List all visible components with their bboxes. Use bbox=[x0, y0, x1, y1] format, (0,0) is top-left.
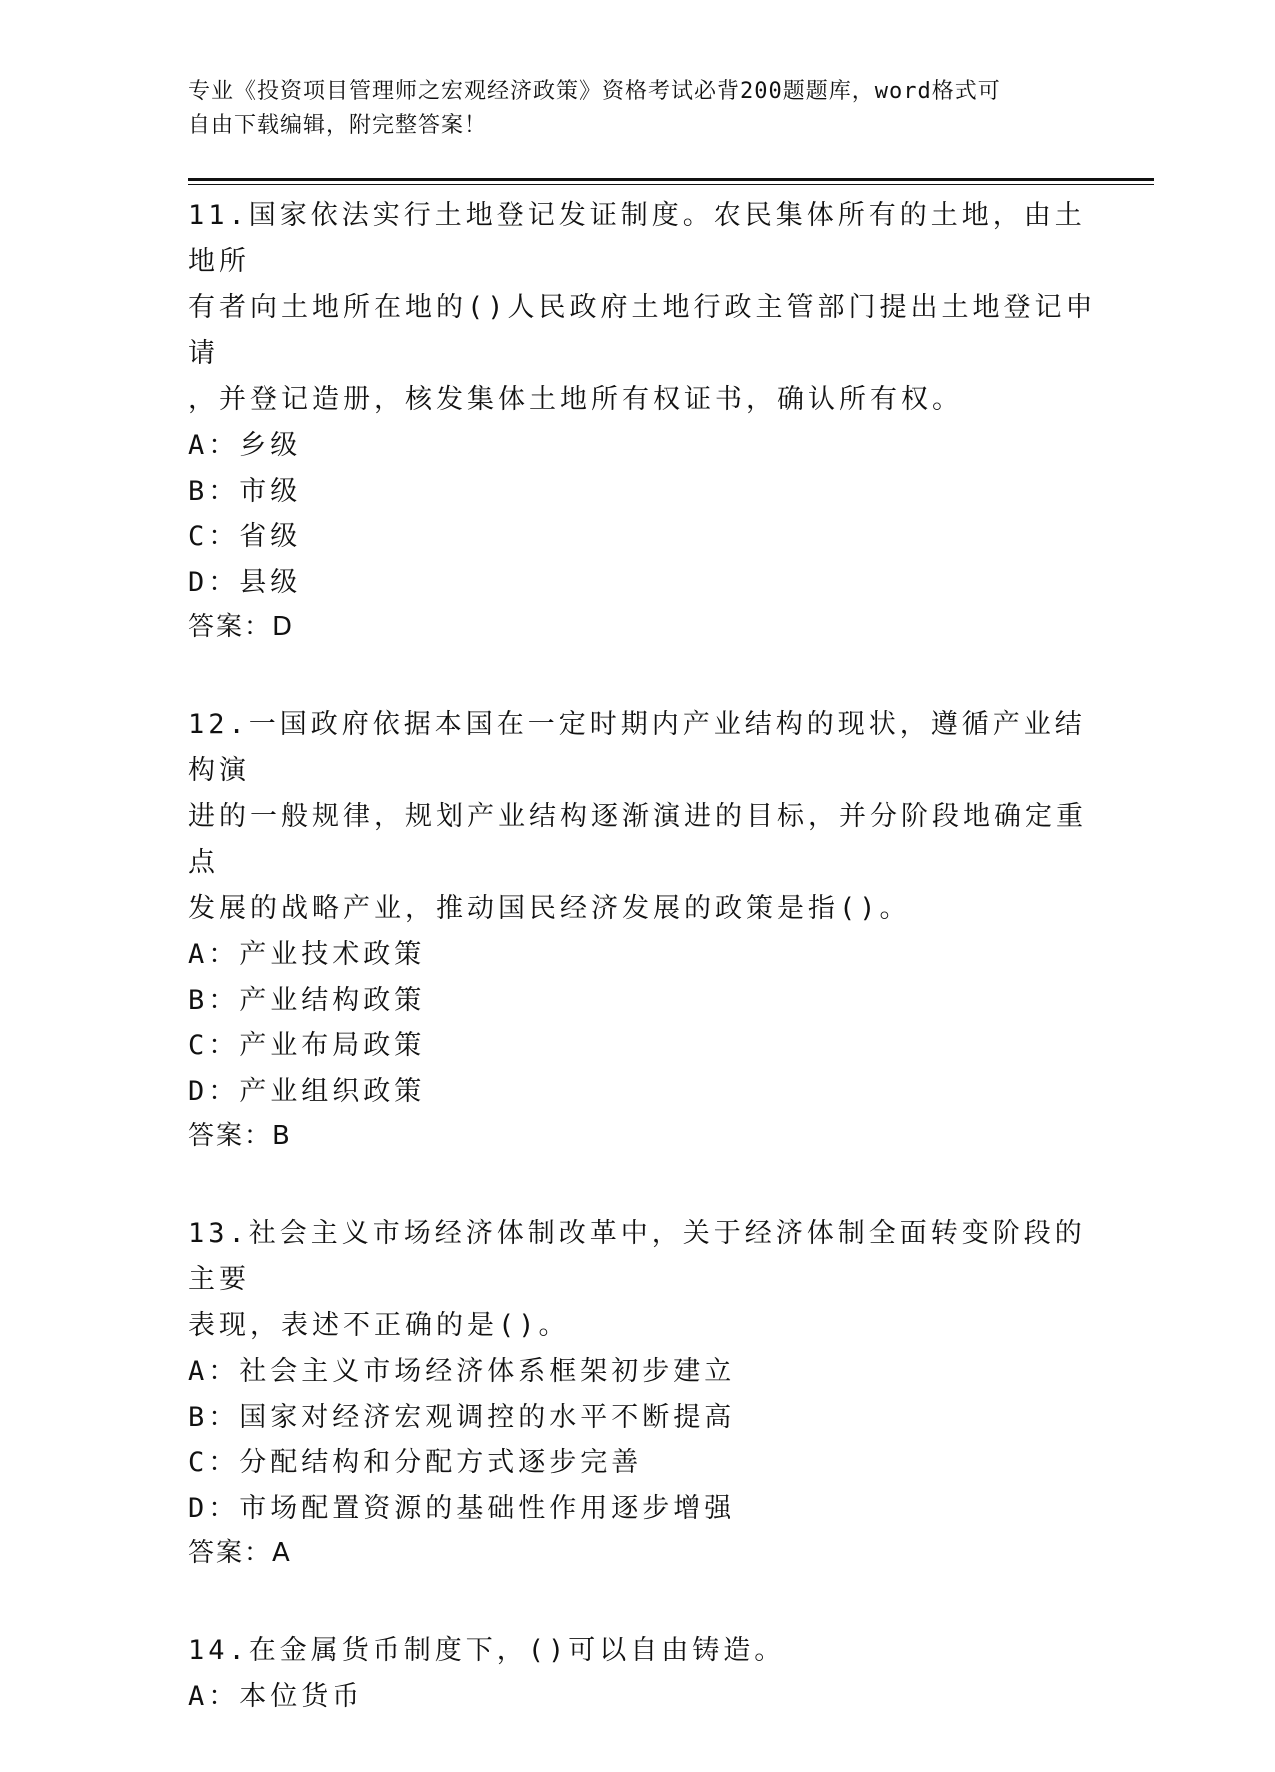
option-c: C：产业布局政策 bbox=[188, 1030, 426, 1061]
header-divider-thin bbox=[188, 184, 1154, 185]
question-12 bbox=[188, 702, 1108, 1159]
option-d: D：县级 bbox=[188, 566, 302, 598]
option-d: D：产业组织政策 bbox=[188, 1075, 426, 1107]
stem-line: ，并登记造册，核发集体土地所有权证书，确认所有权。 bbox=[188, 384, 963, 415]
stem-line: 表现，表述不正确的是()。 bbox=[188, 1310, 570, 1341]
document-header bbox=[188, 75, 1088, 143]
stem-line: 有者向土地所在地的()人民政府土地行政主管部门提出土地登记申请 bbox=[188, 292, 1097, 369]
header-divider-thick bbox=[188, 178, 1154, 181]
question-list bbox=[188, 193, 1108, 1772]
option-a: A：乡级 bbox=[188, 430, 302, 461]
option-a: A：本位货币 bbox=[188, 1681, 364, 1712]
option-a: A：社会主义市场经济体系框架初步建立 bbox=[188, 1356, 736, 1387]
question-stem bbox=[188, 702, 1108, 932]
option-c: C：省级 bbox=[188, 521, 302, 552]
question-13 bbox=[188, 1211, 1108, 1576]
question-11 bbox=[188, 193, 1108, 650]
stem-line: 发展的战略产业，推动国民经济发展的政策是指()。 bbox=[188, 893, 911, 924]
stem-line: 13.社会主义市场经济体制改革中，关于经济体制全面转变阶段的主要 bbox=[188, 1218, 1086, 1295]
question-stem bbox=[188, 1211, 1108, 1349]
question-stem bbox=[188, 1628, 1108, 1674]
header-line-1: 专业《投资项目管理师之宏观经济政策》资格考试必背200题题库，word格式可 bbox=[188, 79, 1001, 104]
question-14 bbox=[188, 1628, 1108, 1720]
answer-line: 答案：B bbox=[188, 1121, 292, 1151]
option-b: B：市级 bbox=[188, 475, 302, 507]
question-stem bbox=[188, 193, 1108, 423]
option-b: B：国家对经济宏观调控的水平不断提高 bbox=[188, 1401, 736, 1433]
header-line-2: 自由下载编辑，附完整答案！ bbox=[188, 113, 488, 138]
option-a: A：产业技术政策 bbox=[188, 939, 426, 970]
stem-line: 12.一国政府依据本国在一定时期内产业结构的现状，遵循产业结构演 bbox=[188, 709, 1086, 786]
stem-line: 11.国家依法实行土地登记发证制度。农民集体所有的土地，由土地所 bbox=[188, 200, 1086, 277]
answer-line: 答案：D bbox=[188, 612, 295, 642]
option-c: C：分配结构和分配方式逐步完善 bbox=[188, 1447, 643, 1478]
stem-line: 14.在金属货币制度下，()可以自由铸造。 bbox=[188, 1635, 786, 1666]
answer-line: 答案：A bbox=[188, 1538, 292, 1568]
option-b: B：产业结构政策 bbox=[188, 984, 426, 1016]
option-d: D：市场配置资源的基础性作用逐步增强 bbox=[188, 1492, 736, 1524]
stem-line: 进的一般规律，规划产业结构逐渐演进的目标，并分阶段地确定重点 bbox=[188, 801, 1087, 878]
